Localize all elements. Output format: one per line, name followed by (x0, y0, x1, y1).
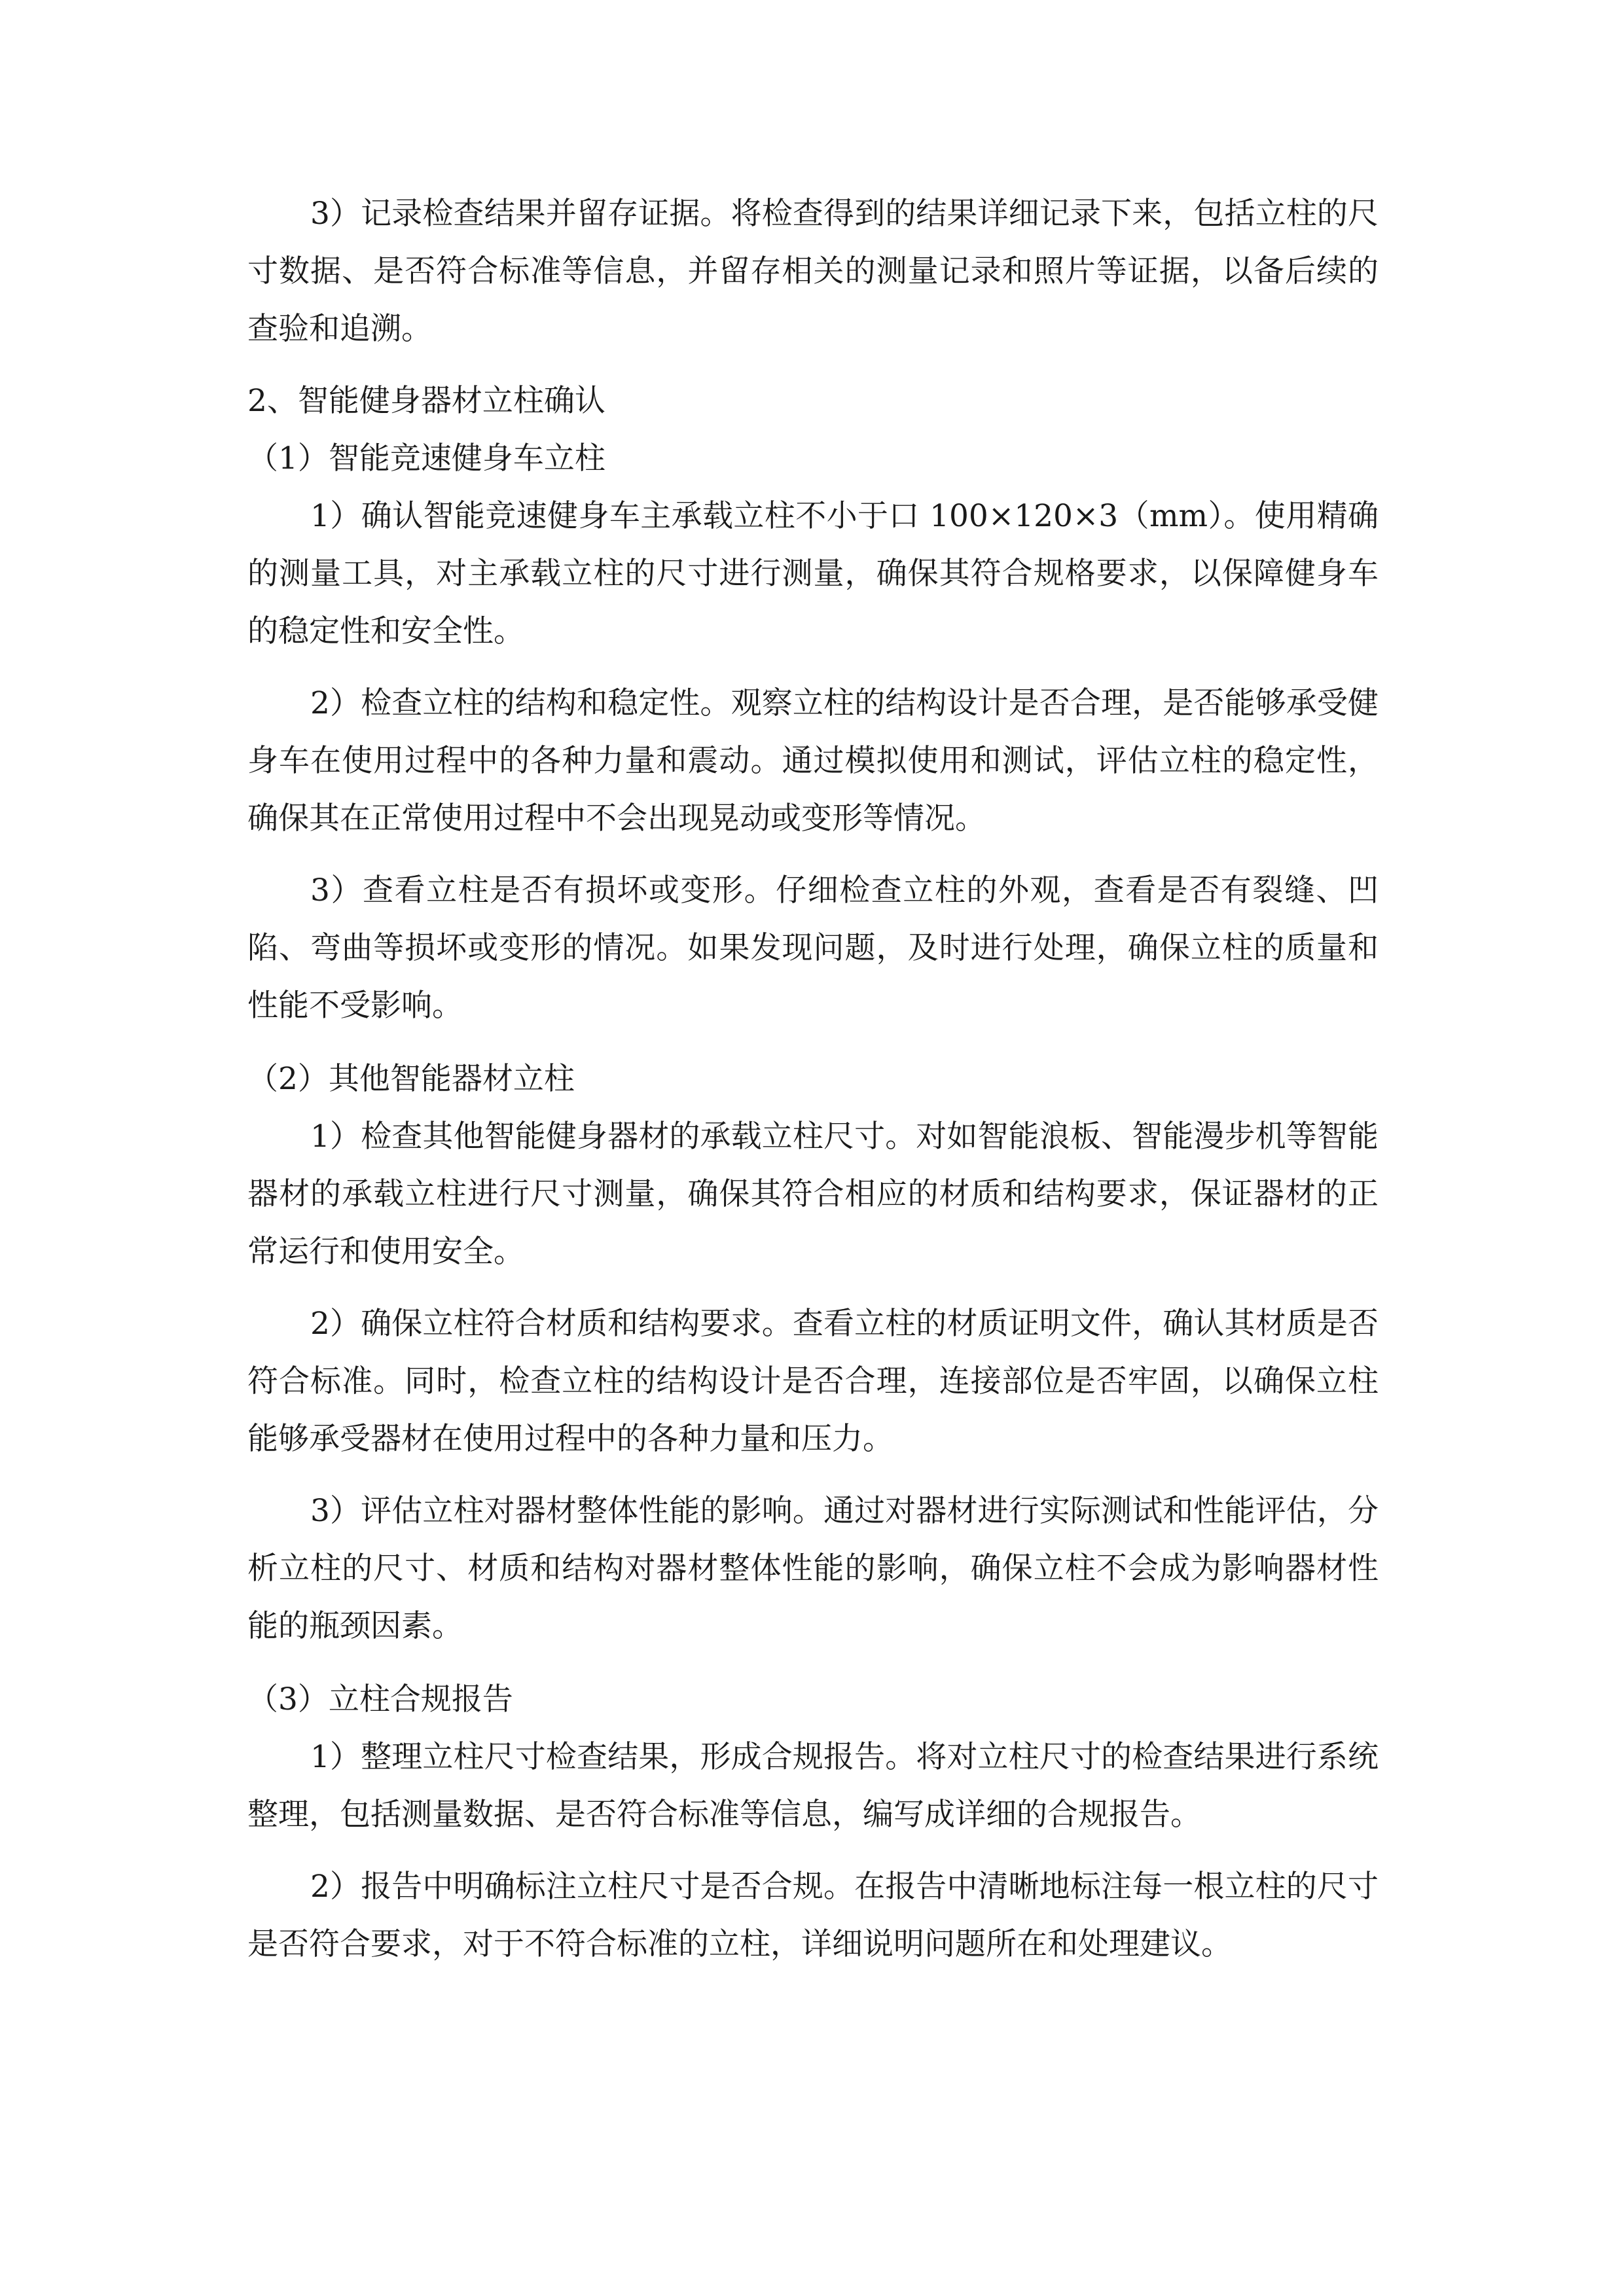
document-body (247, 185, 1379, 1973)
paragraph-check-other-pillar-size: 1）检查其他智能健身器材的承载立柱尺寸。对如智能浪板、智能漫步机等智能器材的承载立柱进行尺寸测量，确保其符合相应的材质和结构要求，保证器材的正常运行和使用安全。 (247, 1119, 1379, 1270)
paragraph-confirm-pillar-size: 1）确认智能竞速健身车主承载立柱不小于口 100×120×3（mm）。使用精确的测量工具，对主承载立柱的尺寸进行测量，确保其符合规格要求，以保障健身车的稳定性和安全性。 (247, 498, 1379, 649)
section-heading-smart-equipment-pillars: 2、智能健身器材立柱确认 (247, 383, 605, 419)
paragraph-check-damage: 3）查看立柱是否有损坏或变形。仔细检查立柱的外观，查看是否有裂缝、凹陷、弯曲等损坏或变形的情况。如果发现问题，及时进行处理，确保立柱的质量和性能不受影响。 (247, 872, 1379, 1024)
paragraph-check-structure-stability: 2）检查立柱的结构和稳定性。观察立柱的结构设计是否合理，是否能够承受健身车在使用过程中的各种力量和震动。通过模拟使用和测试，评估立柱的稳定性，确保其在正常使用过程中不会出现晃动或变形等情况。 (247, 685, 1379, 836)
subheading-other-equipment-pillars: （2）其他智能器材立柱 (247, 1061, 575, 1097)
paragraph-material-structure: 2）确保立柱符合材质和结构要求。查看立柱的材质证明文件，确认其材质是否符合标准。同时，检查立柱的结构设计是否合理，连接部位是否牢固，以确保立柱能够承受器材在使用过程中的各种力量和压力。 (247, 1306, 1379, 1457)
paragraph-mark-compliance: 2）报告中明确标注立柱尺寸是否合规。在报告中清晰地标注每一根立柱的尺寸是否符合要求，对于不符合标准的立柱，详细说明问题所在和处理建议。 (247, 1869, 1379, 1962)
paragraph-record-results: 3）记录检查结果并留存证据。将检查得到的结果详细记录下来，包括立柱的尺寸数据、是否符合标准等信息，并留存相关的测量记录和照片等证据，以备后续的查验和追溯。 (247, 196, 1379, 347)
paragraph-compile-report: 1）整理立柱尺寸检查结果，形成合规报告。将对立柱尺寸的检查结果进行系统整理，包括测量数据、是否符合标准等信息，编写成详细的合规报告。 (247, 1739, 1379, 1833)
subheading-racing-bike-pillar: （1）智能竞速健身车立柱 (247, 440, 605, 476)
paragraph-evaluate-performance: 3）评估立柱对器材整体性能的影响。通过对器材进行实际测试和性能评估，分析立柱的尺寸、材质和结构对器材整体性能的影响，确保立柱不会成为影响器材性能的瓶颈因素。 (247, 1493, 1379, 1644)
subheading-compliance-report: （3）立柱合规报告 (247, 1681, 513, 1717)
